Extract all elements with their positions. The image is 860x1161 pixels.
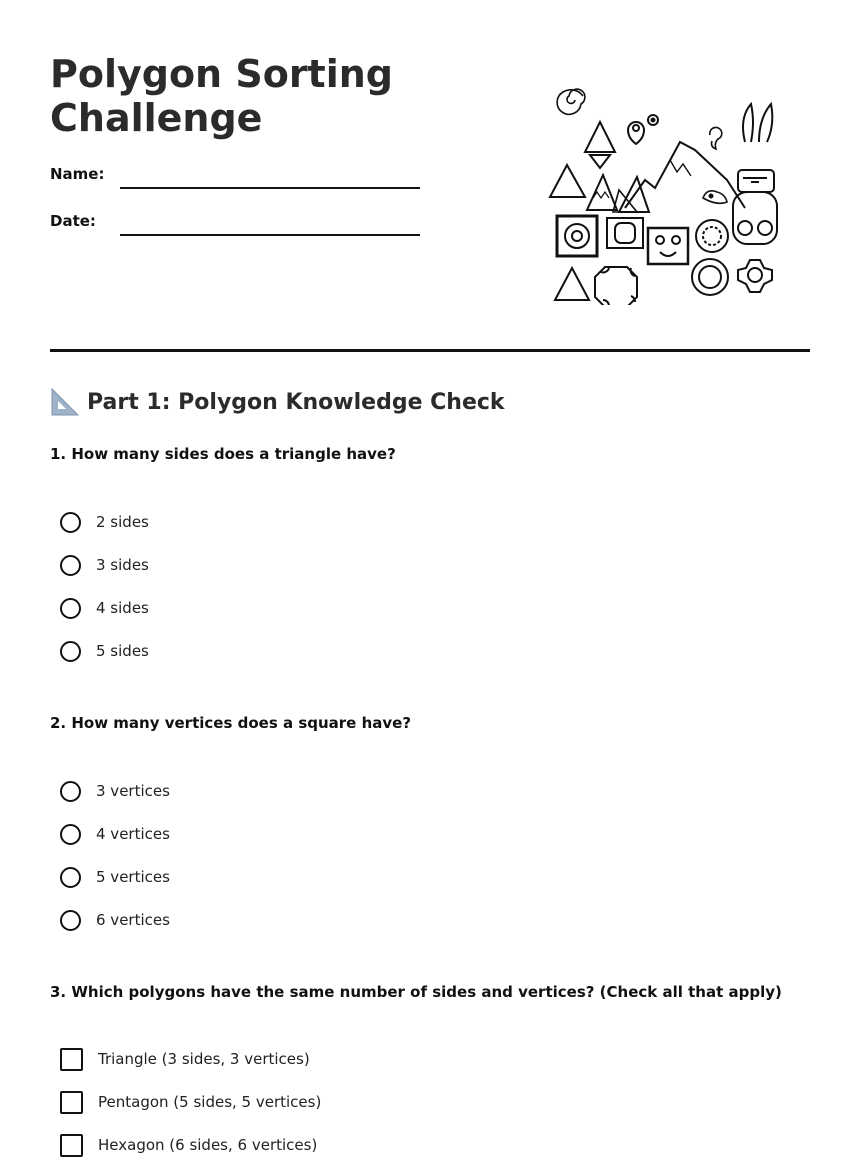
question-1: 1. How many sides does a triangle have? <box>50 445 396 463</box>
q2-option-3[interactable] <box>60 864 170 890</box>
q3-option-2[interactable] <box>60 1089 321 1115</box>
option-label: Pentagon (5 sides, 5 vertices) <box>98 1093 322 1111</box>
date-label: Date: <box>50 212 96 230</box>
section-header <box>50 387 505 417</box>
option-label: Hexagon (6 sides, 6 vertices) <box>98 1136 318 1154</box>
option-label: Triangle (3 sides, 3 vertices) <box>98 1050 310 1068</box>
option-label: 4 sides <box>96 599 149 617</box>
worksheet-title: Polygon Sorting Challenge <box>50 52 394 140</box>
checkbox[interactable] <box>60 1091 83 1114</box>
q1-option-3[interactable] <box>60 595 149 621</box>
set-square-icon <box>50 387 80 417</box>
q2-option-1[interactable] <box>60 778 170 804</box>
radio-button[interactable] <box>60 641 81 662</box>
option-label: 6 vertices <box>96 911 170 929</box>
question-3: 3. Which polygons have the same number of sides and vertices? (Check all that apply) <box>50 983 782 1001</box>
option-label: 2 sides <box>96 513 149 531</box>
option-label: 3 sides <box>96 556 149 574</box>
name-field[interactable] <box>120 187 420 189</box>
option-label: 5 sides <box>96 642 149 660</box>
q3-option-1[interactable] <box>60 1046 310 1072</box>
checkbox[interactable] <box>60 1134 83 1157</box>
question-2: 2. How many vertices does a square have? <box>50 714 412 732</box>
name-label: Name: <box>50 165 105 183</box>
radio-button[interactable] <box>60 781 81 802</box>
option-label: 4 vertices <box>96 825 170 843</box>
radio-button[interactable] <box>60 867 81 888</box>
radio-button[interactable] <box>60 598 81 619</box>
q1-option-4[interactable] <box>60 638 149 664</box>
date-field[interactable] <box>120 234 420 236</box>
polygon-doodle-illustration <box>545 80 785 305</box>
radio-button[interactable] <box>60 824 81 845</box>
option-label: 3 vertices <box>96 782 170 800</box>
radio-button[interactable] <box>60 555 81 576</box>
checkbox[interactable] <box>60 1048 83 1071</box>
radio-button[interactable] <box>60 910 81 931</box>
header-divider <box>50 349 810 352</box>
q2-option-4[interactable] <box>60 907 170 933</box>
option-label: 5 vertices <box>96 868 170 886</box>
q1-option-2[interactable] <box>60 552 149 578</box>
q3-option-3[interactable] <box>60 1132 317 1158</box>
q1-option-1[interactable] <box>60 509 149 535</box>
q2-option-2[interactable] <box>60 821 170 847</box>
radio-button[interactable] <box>60 512 81 533</box>
section-title: Part 1: Polygon Knowledge Check <box>87 389 505 415</box>
